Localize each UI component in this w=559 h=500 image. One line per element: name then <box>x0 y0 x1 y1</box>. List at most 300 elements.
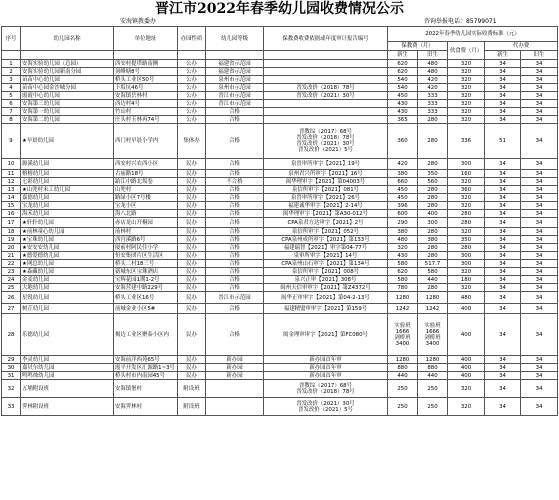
cell-agency-old: 34 <box>521 68 558 76</box>
cell-agency-new: 34 <box>485 116 521 124</box>
cell-level: 合格 <box>206 116 264 124</box>
cell-level: 合格 <box>206 210 264 218</box>
cell-nature: 民办 <box>178 268 206 276</box>
cell-nature: 民办 <box>178 194 206 202</box>
cell-basis <box>264 76 388 84</box>
cell-addr: 西安村兴农西小区 <box>114 159 178 170</box>
cell-meal: 320 <box>448 68 485 76</box>
cell-no: 5 <box>2 92 21 100</box>
cell-nature: 公办 <box>178 68 206 76</box>
cell-basis <box>264 186 388 194</box>
table-row <box>2 108 558 116</box>
cell-care-split <box>418 314 448 356</box>
cell-care-old: 480 <box>418 60 448 68</box>
cell-nature: 民办 <box>178 218 206 228</box>
cell-addr: 庄头村玉林再74号 <box>114 116 178 124</box>
cell-no: 6 <box>2 100 21 108</box>
cell-agency-old: 34 <box>521 124 558 159</box>
cell-name: 源溪幼儿园 <box>21 159 114 170</box>
cell-agency-old: 34 <box>521 228 558 236</box>
cell-agency-new: 34 <box>485 228 521 236</box>
header-address: 单位地址 <box>114 27 178 51</box>
cell-no: 13 <box>2 186 21 194</box>
cell-meal: 320 <box>448 398 485 416</box>
basis-line: 泉信所审字【2021】008号 <box>291 268 360 275</box>
cell-meal: 320 <box>448 178 485 186</box>
cell-meal: 280 <box>448 218 485 228</box>
cell-nature: 附设班 <box>178 398 206 416</box>
cell-name: 鸣鸣烛幼儿园 <box>21 372 114 380</box>
cell-agency-new: 34 <box>485 84 521 92</box>
cell-level: 晋江市示范园 <box>206 92 264 100</box>
cell-no: 26 <box>2 292 21 304</box>
cell-agency-old: 34 <box>521 218 558 228</box>
cell-care-new: 600 <box>388 210 418 218</box>
cell-basis <box>264 380 388 398</box>
cell-agency-new: 34 <box>485 292 521 304</box>
cell-agency-new: 34 <box>485 260 521 268</box>
table-row <box>2 284 558 292</box>
cell-agency-new: 34 <box>485 194 521 202</box>
cell-meal: 320 <box>448 76 485 84</box>
cell-addr: 下坂坑46号 <box>114 84 178 92</box>
cell-meal: 320 <box>448 284 485 292</box>
cell-name: ★德爱德幼儿园 <box>21 252 114 260</box>
cell-addr: 安海营建中路229号 <box>114 284 178 292</box>
cell-no: 27 <box>2 304 21 314</box>
cell-agency-new: 34 <box>485 76 521 84</box>
cell-agency-new: 34 <box>485 252 521 260</box>
cell-no: 8 <box>2 116 21 124</box>
cell-no: 14 <box>2 194 21 202</box>
cell-care-old: 280 <box>418 228 448 236</box>
cell-agency-new: 34 <box>485 186 521 194</box>
cell-addr: 霞平开发区汇源路1~3号 <box>114 364 178 372</box>
cell-basis <box>264 276 388 284</box>
cell-meal: 480 <box>448 292 485 304</box>
header-filler <box>114 51 178 60</box>
header-filler <box>21 51 114 60</box>
cell-agency-old: 34 <box>521 60 558 68</box>
cell-name: 乐德幼儿园 <box>21 314 114 356</box>
cell-name: 嘉德幼儿园 <box>21 194 114 202</box>
cell-meal: 400 <box>448 372 485 380</box>
cell-agency-new: 34 <box>485 372 521 380</box>
cell-care-old: 1280 <box>418 356 448 364</box>
cell-basis <box>264 68 388 76</box>
table-row <box>2 314 558 356</box>
cell-no: 32 <box>2 380 21 398</box>
cell-care-old: 440 <box>418 372 448 380</box>
table-row <box>2 252 558 260</box>
header-agency: 代办费 <box>485 42 558 51</box>
table-row <box>2 170 558 178</box>
header-basis: 保教费收费依据或年度审计报告编号 <box>264 27 388 51</box>
basis-line: 晋发改价（2021）30号 <box>296 400 355 407</box>
basis-line: 晋发改价（2021）5号 <box>298 406 353 413</box>
cell-name: ★轩轩幼儿园 <box>21 218 114 228</box>
cell-basis <box>264 159 388 170</box>
cell-care-old: 333 <box>418 92 448 100</box>
cell-nature: 民办 <box>178 356 206 364</box>
cell-name: 霞霞中心幼儿园 <box>21 92 114 100</box>
table-row <box>2 372 558 380</box>
cell-level: 合格 <box>206 124 264 159</box>
cell-name: 安海实验幼儿园新南分园 <box>21 68 114 76</box>
cell-meal: 280 <box>448 210 485 218</box>
basis-line: 闽华理审字【2021】第A30-012号 <box>282 210 369 217</box>
cell-level: 合格 <box>206 202 264 210</box>
cell-addr: 桥头村市内南园45号 <box>114 372 178 380</box>
cell-nature: 民办 <box>178 178 206 186</box>
cell-care-old: 280 <box>418 124 448 159</box>
basis-line: 泉州君兴所审字【2021】16号 <box>288 170 363 177</box>
cell-addr: 桥头二村18三号 <box>114 260 178 268</box>
cell-care-new: 430 <box>388 108 418 116</box>
cell-basis <box>264 178 388 186</box>
table-row <box>2 76 558 84</box>
basis-line: CPA泉州成所审字【2021】第133号 <box>281 236 370 243</box>
cell-meal: 320 <box>448 194 485 202</box>
cell-nature: 民办 <box>178 292 206 304</box>
cell-basis <box>264 244 388 252</box>
cell-care-new: 1280 <box>388 356 418 364</box>
cell-no: 15 <box>2 202 21 210</box>
table-row <box>2 60 558 68</box>
cell-no: 25 <box>2 284 21 292</box>
cell-name: ★网总幼儿园 <box>21 260 114 268</box>
cell-no: 2 <box>2 68 21 76</box>
cell-care-old: 280 <box>418 252 448 260</box>
cell-care-old: 380 <box>418 236 448 244</box>
cell-basis <box>264 92 388 100</box>
cell-agency-old: 34 <box>521 84 558 92</box>
cell-care-old: 1242 <box>418 304 448 314</box>
cell-nature: 集体办 <box>178 124 206 159</box>
cell-addr: 路绿小区7号楼 <box>114 194 178 202</box>
cell-care-new: 660 <box>388 178 418 186</box>
cell-basis <box>264 292 388 304</box>
basis-line: 福建诚华审字【2021】2-14号 <box>288 202 363 209</box>
cell-name: ★安安安幼儿园 <box>21 244 114 252</box>
table-row <box>2 292 558 304</box>
care-split-line: 实验班 <box>394 322 411 329</box>
cell-agency-new: 34 <box>485 398 521 416</box>
cell-nature: 民办 <box>178 244 206 252</box>
cell-level: 合格 <box>206 236 264 244</box>
cell-basis <box>264 100 388 108</box>
cell-care-new: 480 <box>388 236 418 244</box>
cell-addr: 西宫溪路6号 <box>114 236 178 244</box>
cell-agency-new: 34 <box>485 92 521 100</box>
cell-addr: 跆江中路北坂卷 <box>114 178 178 186</box>
cell-basis <box>264 84 388 92</box>
table-row <box>2 210 558 218</box>
cell-care-new: 290 <box>388 218 418 228</box>
header-filler <box>2 51 21 60</box>
cell-basis <box>264 364 388 372</box>
cell-addr: 古庙路18号 <box>114 170 178 178</box>
cell-name: 海禾幼儿园 <box>21 210 114 218</box>
cell-nature: 公办 <box>178 84 206 92</box>
cell-name: ★山兜村未工幼儿园 <box>21 186 114 194</box>
cell-meal: 320 <box>448 60 485 68</box>
cell-meal: 400 <box>448 314 485 356</box>
cell-name: 宝龙幼儿园 <box>21 202 114 210</box>
cell-basis <box>264 260 388 268</box>
cell-care-new: 250 <box>388 380 418 398</box>
care-split-line: 剑桥班 <box>424 334 441 341</box>
cell-addr: 前城金业小区5# <box>114 304 178 314</box>
cell-name: 嘉贝尔幼儿园 <box>21 364 114 372</box>
cell-name: 苗苗中心幼儿园 <box>21 76 114 84</box>
cell-care-new: 320 <box>388 244 418 252</box>
header-meal: 伙食费（月） <box>448 42 485 60</box>
cell-level: 合格 <box>206 108 264 116</box>
cell-name: ★宝珠幼儿园 <box>21 236 114 244</box>
cell-agency-new: 34 <box>485 210 521 218</box>
cell-level: 合格 <box>206 228 264 236</box>
cell-care-new: 620 <box>388 268 418 276</box>
basis-line: 泉审所审字【2021】14号 <box>293 252 358 259</box>
cell-agency-old: 34 <box>521 116 558 124</box>
basis-line: 晋教综（2017）68号 <box>299 129 352 135</box>
cell-agency-old: 34 <box>521 170 558 178</box>
cell-basis <box>264 284 388 292</box>
cell-agency-old: 34 <box>521 92 558 100</box>
cell-care-new: 450 <box>388 186 418 194</box>
cell-level: 合格 <box>206 244 264 252</box>
cell-agency-old: 34 <box>521 252 558 260</box>
basis-line: 福建精盟审审字【2021】第159号 <box>283 305 368 312</box>
cell-level: 合格 <box>206 260 264 268</box>
cell-care-old: 440 <box>418 276 448 284</box>
cell-basis <box>264 170 388 178</box>
care-split-line: 实验班 <box>424 322 441 329</box>
table-row <box>2 364 558 372</box>
cell-name: 金麦幼儿园 <box>21 276 114 284</box>
cell-care-new: 365 <box>388 116 418 124</box>
table-row <box>2 380 558 398</box>
cell-addr: 新城东区宝珠酒店 <box>114 268 178 276</box>
header-fee-group: 2022年春季幼儿园实际收费标准（元） <box>388 27 558 42</box>
cell-nature: 民办 <box>178 276 206 284</box>
cell-care-new: 430 <box>388 100 418 108</box>
cell-agency-old: 34 <box>521 108 558 116</box>
table-row <box>2 100 558 108</box>
cell-agency-new: 51 <box>485 124 521 159</box>
table-row <box>2 228 558 236</box>
cell-addr: 西门村早晨小学内 <box>114 124 178 159</box>
cell-no: 23 <box>2 268 21 276</box>
cell-agency-new: 34 <box>485 159 521 170</box>
cell-level: 合格 <box>206 186 264 194</box>
cell-agency-new: 34 <box>485 268 521 276</box>
basis-line: 泉晋审所审字【2021】26号 <box>290 194 361 201</box>
cell-agency-new: 34 <box>485 380 521 398</box>
cell-nature: 公办 <box>178 108 206 116</box>
cell-no: 10 <box>2 159 21 170</box>
table-row <box>2 202 558 210</box>
cell-level: 新办园 <box>206 372 264 380</box>
cell-meal: 280 <box>448 244 485 252</box>
basis-line: 晋发改价（2018）78号 <box>296 388 355 395</box>
cell-agency-old: 34 <box>521 292 558 304</box>
cell-name: ★早晨幼儿园 <box>21 124 114 159</box>
table-row <box>2 244 558 252</box>
cell-care-old: 580 <box>418 268 448 276</box>
cell-nature: 民办 <box>178 304 206 314</box>
cell-nature: 民办 <box>178 202 206 210</box>
cell-meal: 320 <box>448 92 485 100</box>
cell-no: 21 <box>2 252 21 260</box>
cell-no: 3 <box>2 76 21 84</box>
cell-agency-old: 34 <box>521 260 558 268</box>
cell-level: 新办园 <box>206 356 264 364</box>
header-filler <box>264 51 388 60</box>
cell-nature: 民办 <box>178 314 206 356</box>
cell-nature: 民办 <box>178 252 206 260</box>
cell-agency-old: 34 <box>521 76 558 84</box>
cell-basis <box>264 304 388 314</box>
cell-nature: 公办 <box>178 100 206 108</box>
cell-level <box>206 380 264 398</box>
table-row <box>2 260 558 268</box>
cell-care-new: 430 <box>388 252 418 260</box>
cell-addr: 安海镇岳林村 <box>114 92 178 100</box>
cell-basis <box>264 252 388 260</box>
cell-name: ★前林童心幼儿园 <box>21 228 114 236</box>
cell-level: 泉州市示范园 <box>206 84 264 92</box>
cell-name: 大地幼儿园 <box>21 284 114 292</box>
cell-agency-old: 34 <box>521 356 558 364</box>
cell-care-new: 360 <box>388 124 418 159</box>
cell-level: 福建省示范园 <box>206 68 264 76</box>
cell-meal: 400 <box>448 364 485 372</box>
table-row <box>2 92 558 100</box>
cell-addr: 安海前洋西苑65号 <box>114 356 178 364</box>
cell-nature: 民办 <box>178 372 206 380</box>
header-agency-old: 旧生 <box>521 51 558 60</box>
cell-level: 合格 <box>206 252 264 260</box>
cell-addr: 揭边工业区聚泰小区内 <box>114 314 178 356</box>
cell-agency-old: 34 <box>521 100 558 108</box>
cell-care-old: 280 <box>418 244 448 252</box>
cell-agency-new: 34 <box>485 178 521 186</box>
cell-care-new: 380 <box>388 228 418 236</box>
cell-agency-new: 34 <box>485 244 521 252</box>
basis-line: 闽华理审字【2021】第04003号 <box>285 178 366 185</box>
fee-table <box>1 26 558 416</box>
table-row <box>2 124 558 159</box>
cell-agency-new: 34 <box>485 364 521 372</box>
cell-care-new: 1280 <box>388 292 418 304</box>
cell-nature: 民办 <box>178 260 206 268</box>
cell-no: 24 <box>2 276 21 284</box>
cell-care-new: 540 <box>388 76 418 84</box>
cell-care-old: 420 <box>418 76 448 84</box>
basis-line: 晋教综（2017）68号 <box>299 382 352 389</box>
cell-no: 16 <box>2 210 21 218</box>
cell-level: 合格 <box>206 218 264 228</box>
cell-care-new: 1242 <box>388 304 418 314</box>
cell-care-old: 420 <box>418 84 448 92</box>
cell-basis <box>264 268 388 276</box>
cell-agency-new: 34 <box>485 218 521 228</box>
table-row <box>2 84 558 92</box>
cell-no: 11 <box>2 170 21 178</box>
cell-addr: 前林村 <box>114 228 178 236</box>
cell-basis <box>264 124 388 159</box>
cell-basis <box>264 228 388 236</box>
cell-agency-old: 34 <box>521 194 558 202</box>
cell-meal: 336 <box>448 124 485 159</box>
cell-care-new: 780 <box>388 284 418 292</box>
basis-line: 晋发改价（2021）5号 <box>298 147 353 153</box>
cell-meal: 320 <box>448 202 485 210</box>
cell-agency-old: 34 <box>521 159 558 170</box>
cell-name: 安海实验幼儿园（总园） <box>21 60 114 68</box>
cell-agency-old: 34 <box>521 314 558 356</box>
cell-agency-new: 34 <box>485 356 521 364</box>
cell-addr: 西安村提塔路南侧 <box>114 60 178 68</box>
cell-agency-old: 34 <box>521 398 558 416</box>
cell-care-old: 517.7 <box>418 260 448 268</box>
cell-agency-new: 34 <box>485 314 521 356</box>
cell-care-old: 250 <box>418 380 448 398</box>
cell-care-old: 280 <box>418 159 448 170</box>
cell-no: 7 <box>2 108 21 116</box>
table-row <box>2 398 558 416</box>
cell-name: 星锐幼儿园 <box>21 292 114 304</box>
cell-agency-new: 34 <box>485 68 521 76</box>
cell-nature: 民办 <box>178 236 206 244</box>
cell-agency-new: 34 <box>485 170 521 178</box>
hotline: 咨询举报电话：85799071 <box>424 18 497 25</box>
cell-no: 12 <box>2 178 21 186</box>
table-row <box>2 236 558 244</box>
header-level: 幼儿园等级 <box>206 27 264 51</box>
cell-agency-old: 34 <box>521 304 558 314</box>
cell-care-new: 620 <box>388 68 418 76</box>
header-filler <box>206 51 264 60</box>
cell-care-new: 580 <box>388 276 418 284</box>
basis-line: 晋发改价（2021）30号 <box>296 92 355 99</box>
cell-no: 9 <box>2 124 21 159</box>
cell-basis <box>264 218 388 228</box>
cell-agency-new: 34 <box>485 60 521 68</box>
care-split-line: 3400 <box>425 340 440 347</box>
cell-name: 苗苗中心园金沙城分园 <box>21 84 114 92</box>
cell-basis <box>264 210 388 218</box>
cell-agency-old: 34 <box>521 268 558 276</box>
cell-meal: 160 <box>448 170 485 178</box>
cell-no: 22 <box>2 260 21 268</box>
header-no: 序号 <box>2 27 21 51</box>
cell-name: ★森藏幼儿园 <box>21 268 114 276</box>
cell-agency-old: 34 <box>521 236 558 244</box>
cell-care-old: 280 <box>418 284 448 292</box>
cell-care-new: 450 <box>388 194 418 202</box>
cell-basis <box>264 236 388 244</box>
cell-meal: 320 <box>448 380 485 398</box>
cell-care-new: 580 <box>388 260 418 268</box>
cell-care-split <box>388 314 418 356</box>
header-name: 幼儿园名称 <box>21 27 114 51</box>
cell-level: 合格 <box>206 268 264 276</box>
cell-addr: 厦前村阿民住小学 <box>114 244 178 252</box>
cell-level: 合格 <box>206 304 264 314</box>
